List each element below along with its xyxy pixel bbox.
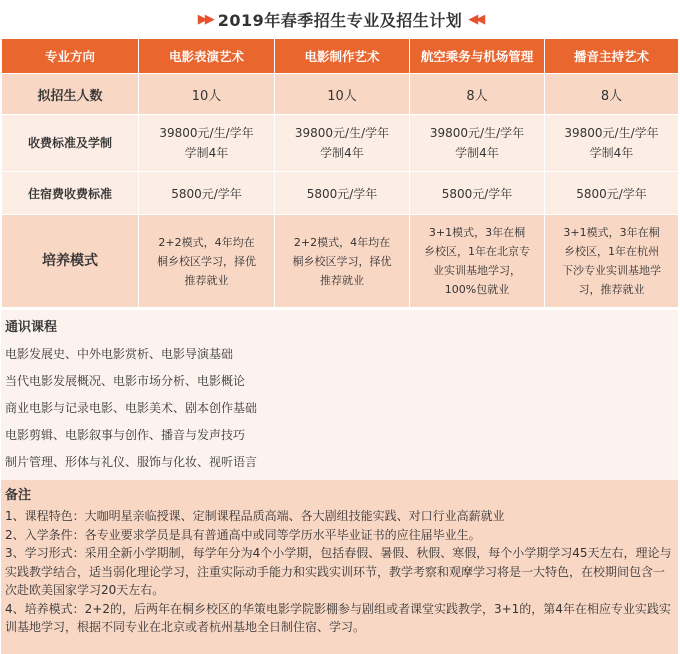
table-row	[2, 172, 679, 215]
arrow-left-icon: ◀◀	[468, 11, 483, 27]
courses-heading: 通识课程	[5, 320, 58, 335]
table-header-row	[2, 39, 679, 74]
course-line: 电影发展史、中外电影赏析、电影导演基础	[5, 347, 234, 361]
header-cell: 电影表演艺术	[139, 39, 275, 74]
notes-section	[1, 480, 678, 654]
table-cell: 8人	[545, 74, 679, 115]
course-line: 当代电影发展概况、电影市场分析、电影概论	[5, 374, 246, 388]
table-cell	[545, 115, 679, 172]
arrow-right-icon: ▶▶	[197, 11, 212, 27]
table-cell: 10人	[139, 74, 275, 115]
table-row	[2, 115, 679, 172]
header-cell: 电影制作艺术	[275, 39, 410, 74]
table-cell	[410, 115, 545, 172]
page-title-text: 2019年春季招生专业及招生计划	[217, 10, 463, 30]
table-row	[2, 74, 679, 115]
row-label: 培养模式	[2, 215, 139, 308]
table-cell: 3+1模式，3年在桐乡校区，1年在杭州下沙专业实训基地学习，推荐就业	[545, 215, 679, 308]
courses-section	[1, 310, 678, 480]
row-label: 住宿费收费标准	[2, 172, 139, 215]
table-row	[2, 215, 679, 308]
page-title	[0, 0, 680, 38]
notes-heading: 备注	[5, 488, 32, 503]
duration-line: 学制4年	[320, 146, 364, 160]
duration-line: 学制4年	[184, 146, 229, 160]
header-cell: 航空乘务与机场管理	[410, 39, 545, 74]
header-cell: 专业方向	[2, 39, 139, 74]
course-line: 商业电影与记录电影、电影美术、剧本创作基础	[5, 401, 258, 415]
table-cell	[275, 115, 410, 172]
table-cell: 2+2模式，4年均在桐乡校区学习，择优推荐就业	[139, 215, 275, 308]
table-cell: 5800元/学年	[139, 172, 275, 215]
duration-line: 学制4年	[455, 146, 499, 160]
table-cell: 5800元/学年	[275, 172, 410, 215]
note-item: 3、学习形式：采用全新小学期制，每学年分为4个小学期，包括春假、暑假、秋假、寒假，每个小学期学习45天左右，理论与实践教学结合，适当弱化理论学习，注重实际动手能力和实践实训环节，教学考察和观摩学习将是一大特色，在校期间包含一次赴欧美国家学习20天左右。	[5, 546, 672, 597]
fee-line: 39800元/生/学年	[429, 126, 525, 140]
row-label: 拟招生人数	[2, 74, 139, 115]
duration-line: 学制4年	[589, 146, 634, 160]
note-item: 1、课程特色：大咖明星亲临授课、定制课程品质高端、各大剧组技能实践、对口行业高薪就业	[5, 509, 505, 523]
row-label: 收费标准及学制	[2, 115, 139, 172]
note-item: 4、培养模式：2+2的，后两年在桐乡校区的华策电影学院影棚参与剧组或者课堂实践教学，3+1的，第4年在相应专业实践实训基地学习，根据不同专业在北京或者杭州基地全日制住宿、学习。	[5, 601, 671, 634]
table-cell: 5800元/学年	[410, 172, 545, 215]
course-line: 电影剪辑、电影叙事与创作、播音与发声技巧	[5, 428, 246, 442]
table-cell	[139, 115, 275, 172]
course-line: 制片管理、形体与礼仪、服饰与化妆、视听语言	[5, 455, 258, 469]
table-cell: 2+2模式，4年均在桐乡校区学习，择优推荐就业	[275, 215, 410, 308]
table-cell: 10人	[275, 74, 410, 115]
fee-line: 39800元/生/学年	[159, 126, 254, 140]
table-cell: 5800元/学年	[545, 172, 679, 215]
fee-line: 39800元/生/学年	[564, 126, 659, 140]
table-cell: 3+1模式，3年在桐乡校区，1年在北京专业实训基地学习，100%包就业	[410, 215, 545, 308]
table-cell: 8人	[410, 74, 545, 115]
enrollment-table	[1, 38, 679, 308]
fee-line: 39800元/生/学年	[294, 126, 390, 140]
note-item: 2、入学条件：各专业要求学员是具有普通高中或同等学历水平毕业证书的应往届毕业生。	[5, 527, 481, 542]
header-cell: 播音主持艺术	[545, 39, 679, 74]
